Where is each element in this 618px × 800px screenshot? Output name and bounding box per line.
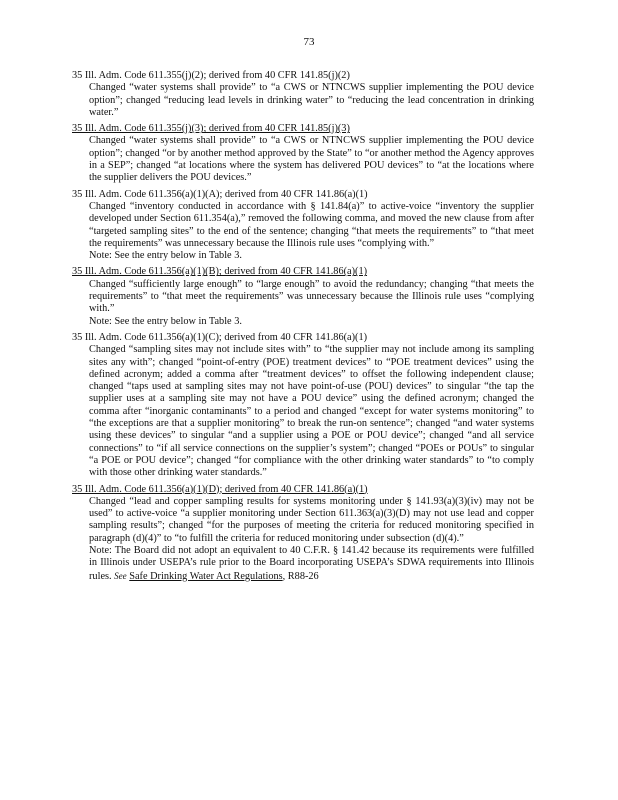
note-text: Note: The Board did not adopt an equivalent to 40 C.F.R. § 141.42 because its requirements were fulfilled in Illinois under USEPA’s rule prior to the Board incorporating USEPA’s SDWA requirements into Illinois rules. [89,544,534,582]
entry-citation: 35 Ill. Adm. Code 611.356(a)(1)(A); derived from 40 CFR 141.86(a)(1) [72,188,368,200]
entry-text: Changed “lead and copper sampling results for systems monitoring under § 141.93(a)(3)(iv) may not be used” to active-voice “a supplier monitoring under Section 611.363(a)(3)(D) may not use lead and copper sampling results”; changed “for the purposes of meeting the criteria for reduced monitoring specified in paragraph (d)(4)” to “to fulfill the criteria for reduced monitoring under subsection (d)(4).” [89,495,534,544]
entry-description [89,344,534,479]
entry-description [89,496,534,583]
table-entry-6 [72,484,534,583]
document-body [72,70,534,587]
entry-description [89,279,534,328]
entry-text: Changed “water systems shall provide” to “a CWS or NTNCWS supplier implementing the POU device option”; changed “reducing lead levels in drinking water” to “reducing the lead concentration in drinking water.” [89,82,534,118]
note-title: Safe Drinking Water Act Regulations [129,570,283,582]
entry-note [89,545,534,583]
entry-description [89,135,534,184]
entry-text: Changed “inventory conducted in accordance with § 141.84(a)” to active-voice “inventory the supplier developed under Section 611.354(a),” removed the following comma, and moved the new clause from after “targeted sampling sites” to the end of the sentence; changing “that meets the requirements” to “that meet the requirements” was unnecessary because the Illinois rule uses “complying with.” [89,200,534,249]
entry-citation: 35 Ill. Adm. Code 611.356(a)(1)(B); derived from 40 CFR 141.86(a)(1) [72,266,368,278]
note-suffix: , R88-26 [282,570,319,582]
page-number: 73 [303,36,315,48]
table-entry-4 [72,266,534,327]
entry-citation: 35 Ill. Adm. Code 611.356(a)(1)(C); derived from 40 CFR 141.86(a)(1) [72,331,368,343]
entry-citation: 35 Ill. Adm. Code 611.355(j)(3); derived from 40 CFR 141.85(j)(3) [72,123,350,135]
entry-text: Changed “sampling sites may not include sites with” to “the supplier may not include among its sampling sites any with”; changed “point-of-entry (POE) treatment devices” to “POE treatment devices” using the defined acronym; added a comma after “treatment devices” to offset the following independent clause; changed “taps used at sampling sites may not have point-of-use (POU) devices” to singular “the tap the supplier uses at a sampling site may not have a POU device” using the defined acronym; changed the comma after “inorganic contaminants” to a period and changed “except for water systems monitoring” to “the exceptions are that a supplier monitoring” to break the run-on sentence”; changed “and water systems using these devices” to singular “and a supplier using a POE or POU device”; changed “and all service connections” to “if all service connections on the supplier’s system”; changed “POEs or POUs” to singular “a POE or POU device”; changed “for compliance with the other drinking water standards” to “to comply with those other drinking water standards.” [89,344,534,479]
table-entry-1 [72,70,534,119]
entry-text: Changed “sufficiently large enough” to “large enough” to avoid the redundancy; changing “that meets the requirements” to “that meet the requirements” was unnecessary because the Illinois rule uses “complying with.” [89,278,534,315]
table-entry-3 [72,189,534,263]
entry-description [89,201,534,262]
entry-text: Changed “water systems shall provide” to “a CWS or NTNCWS supplier implementing the POU device option”; changed “or by another method approved by the State” to “or another method the Agency approves in a SEP”; changed “at locations where the system has delivered POU devices” to “at the locations where the supplier delivers the POU devices.” [89,135,534,184]
entry-note: Note: See the entry below in Table 3. [89,315,242,327]
entry-note: Note: See the entry below in Table 3. [89,250,242,262]
entry-citation: 35 Ill. Adm. Code 611.356(a)(1)(D); derived from 40 CFR 141.86(a)(1) [72,483,368,495]
note-see: See [114,570,127,581]
entry-citation: 35 Ill. Adm. Code 611.355(j)(2); derived from 40 CFR 141.85(j)(2) [72,70,350,81]
entry-description [89,82,534,119]
table-entry-5 [72,332,534,480]
table-entry-2 [72,123,534,184]
